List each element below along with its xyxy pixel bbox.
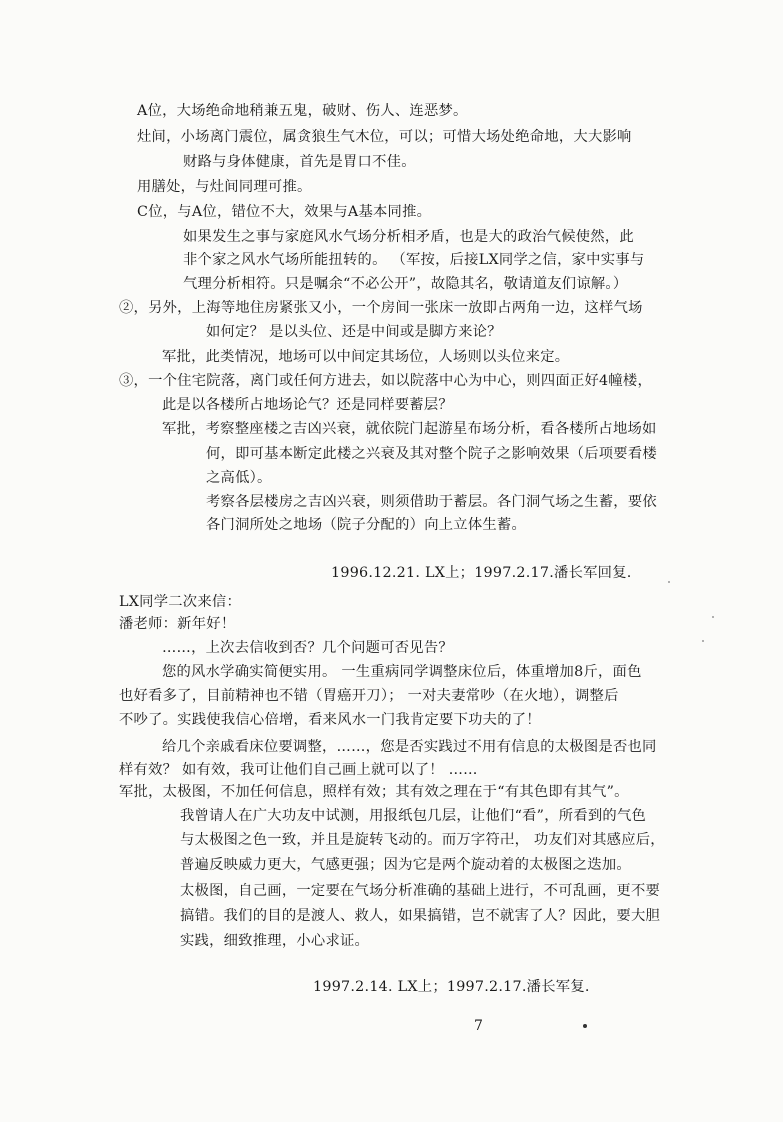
text-line: 财路与身体健康，首先是胃口不佳。 (183, 154, 416, 170)
text-line: ②，另外，上海等地住房紧张又小，一个房间一张床一放即占两角一边，这样气场 (119, 300, 643, 316)
scan-speck (712, 616, 714, 618)
text-line: 不吵了。实践使我信心倍增，看来风水一门我肯定要下功夫的了！ (119, 712, 541, 728)
text-line: 与太极图之色一致，并且是旋转飞动的。而万字符卍， 功友们对其感应后， (180, 832, 665, 848)
text-line: 给几个亲戚看床位要调整，……，您是否实践过不用有信息的太极图是否也同 (162, 739, 657, 755)
scan-speck (702, 640, 704, 642)
text-line: 之高低）。 (206, 470, 272, 486)
text-line: 如果发生之事与家庭风水气场分析相矛盾，也是大的政治气候使然，此 (183, 229, 634, 245)
text-line: 普遍反映威力更大，气感更强；因为它是两个旋动着的太极图之迭加。 (180, 857, 631, 873)
text-line: 军批，考察整座楼之吉凶兴衰，就依院门起游星布场分析，看各楼所占地场如 (162, 421, 657, 437)
text-line: 也好看多了，目前精神也不错（胃癌开刀）； 一对夫妻常吵（在火地），调整后 (119, 688, 619, 704)
text-line: 样有效？ 如有效，我可让他们自己画上就可以了！ …… (119, 762, 478, 778)
text-line: 用膳处，与灶间同理可推。 (137, 179, 312, 195)
page-number: 7 (474, 1018, 483, 1034)
text-line: 我曾请人在广大功友中试测，用报纸包几层，让他们“看”，所看到的气色 (180, 808, 647, 824)
text-line: 如何定？ 是以头位、还是中间或是脚方来论？ (206, 324, 502, 340)
text-line: 搞错。我们的目的是渡人、救人，如果搞错，岂不就害了人？因此，要大胆 (180, 908, 661, 924)
scan-speck (583, 1024, 587, 1028)
text-line: ……，上次去信收到否？几个问题可否见告？ (162, 640, 453, 656)
text-line: 各门洞所处之地场（院子分配的）向上立体生蓄。 (206, 517, 527, 533)
text-line: A位，大场绝命地稍兼五鬼，破财、伤人、连恶梦。 (137, 103, 468, 119)
text-line: LX同学二次来信： (119, 594, 241, 610)
text-line: C位，与A位，错位不大，效果与A基本同推。 (137, 204, 432, 220)
text-line: 太极图，自己画，一定要在气场分析准确的基础上进行，不可乱画，更不要 (180, 883, 661, 899)
text-line: ③，一个住宅院落，离门或任何方进去，如以院落中心为中心，则四面正好4幢楼， (119, 373, 653, 389)
text-line: 此是以各楼所占地场论气？还是同样要蓄层？ (162, 397, 453, 413)
text-line: 潘老师：新年好！ (119, 616, 236, 632)
text-line: 实践，细致推理，小心求证。 (180, 933, 370, 949)
text-line: 灶间，小场离门震位，属贪狼生气木位，可以；可惜大场处绝命地，大大影响 (137, 129, 632, 145)
text-line: 您的风水学确实简便实用。 一生重病同学调整床位后，体重增加8斤，面色 (162, 664, 642, 680)
date-line: 1996.12.21. LX上；1997.2.17.潘长军回复. (331, 565, 632, 581)
text-line: 军批，此类情况，地场可以中间定其场位，人场则以头位来定。 (162, 349, 570, 365)
text-line: 非个家之风水气场所能扭转的。 （军按，后接LX同学之信，家中实事与 (183, 252, 645, 268)
text-line: 军批，太极图，不加任何信息，照样有效；其有效之理在于“有其色即有其气”。 (119, 784, 629, 800)
scan-speck (668, 581, 670, 583)
text-line: 气理分析相符。只是嘱余“不必公开”，故隐其名，敬请道友们谅解。） (183, 276, 628, 292)
date-line: 1997.2.14. LX上；1997.2.17.潘长军复. (313, 979, 590, 995)
text-line: 考察各层楼房之吉凶兴衰，则须借助于蓄层。各门洞气场之生蓄，要依 (206, 494, 657, 510)
text-line: 何，即可基本断定此楼之兴衰及其对整个院子之影响效果（后项要看楼 (206, 446, 657, 462)
